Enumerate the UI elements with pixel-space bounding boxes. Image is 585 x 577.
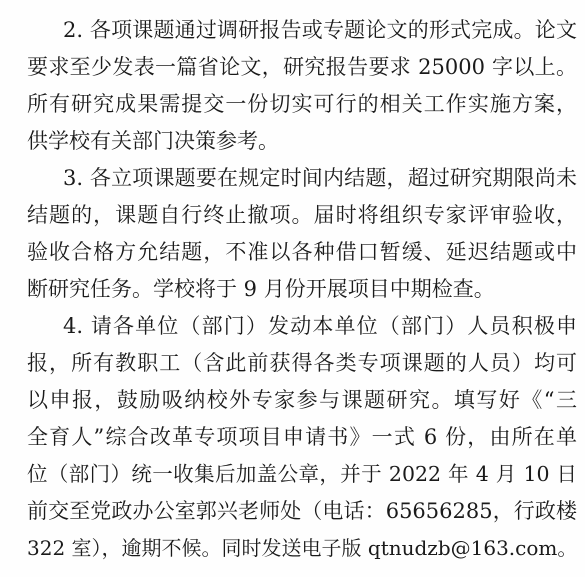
text-line: 322 室），逾期不候。同时发送电子版 qtnudzb@163.com。 <box>27 536 578 560</box>
text-line: 结题的，课题自行终止撤项。届时将组织专家评审验收， <box>27 203 577 227</box>
text-line: 位（部门）统一收集后加盖公章，并于 2022 年 4 月 10 日 <box>27 462 577 486</box>
text-line: 要求至少发表一篇省论文，研究报告要求 25000 字以上。 <box>27 55 577 79</box>
text-line: 前交至党政办公室郭兴老师处（电话：65656285，行政楼 <box>27 499 577 523</box>
text-line: 4. 请各单位（部门）发动本单位（部门）人员积极申 <box>63 314 577 338</box>
text-line: 3. 各立项课题要在规定时间内结题，超过研究期限尚未 <box>63 166 577 190</box>
text-line: 供学校有关部门决策参考。 <box>27 129 279 153</box>
text-line: 以申报，鼓励吸纳校外专家参与课题研究。填写好《“三 <box>27 388 577 412</box>
text-line: 报，所有教职工（含此前获得各类专项课题的人员）均可 <box>27 351 577 375</box>
text-line: 验收合格方允结题，不准以各种借口暂缓、延迟结题或中 <box>27 240 577 264</box>
text-line: 所有研究成果需提交一份切实可行的相关工作实施方案， <box>27 92 577 116</box>
text-line: 断研究任务。学校将于 9 月份开展项目中期检查。 <box>27 277 495 301</box>
text-line: 全育人”综合改革专项项目申请书》一式 6 份，由所在单 <box>27 425 577 449</box>
text-line: 2. 各项课题通过调研报告或专题论文的形式完成。论文 <box>63 18 577 42</box>
